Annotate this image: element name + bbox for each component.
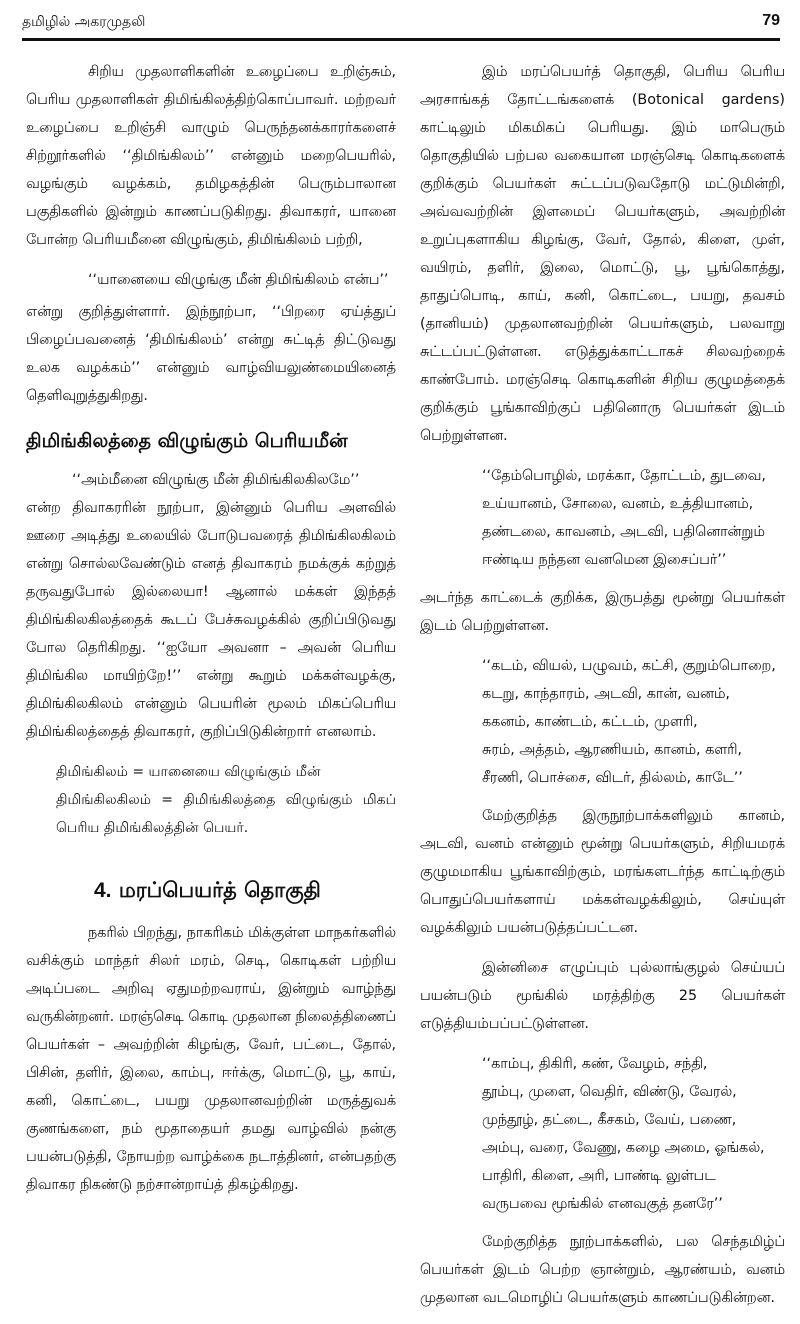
left-column [26, 58, 396, 1211]
right-quote-3 [420, 1050, 785, 1218]
page-number: 79 [762, 12, 780, 29]
chapter-title: மரப்பெயர்த் தொகுதி [118, 878, 321, 902]
verse-line: ‘‘கடம், வியல், பழுவம், கட்சி, குறும்பொறை, [482, 658, 776, 674]
right-paragraph-4: இன்னிசை எழுப்பும் புல்லாங்குழல் செய்யப் பயன்படும் மூங்கில் மரத்திற்கு 25 பெயர்கள் எடுத்தியம்பப்பட்டுள்ளன. [420, 960, 785, 1032]
right-quote-2 [420, 652, 785, 792]
left-paragraph-3: என்ற திவாகரரின் நூற்பா, இன்னும் பெரிய அளவில் ஊரை அடித்து உலையில் போடுபவரைத் திமிங்கிலகிலம் என்று சொல்லவேண்டும் எனத் திவாகரம் நமக்குக் கற்றுத் தருவதுபோல் இல்லையா! ஆனால் மக்கள் இந்தத் திமிங்கிலகிலத்தைக் கூடப் பேச்சுவழக்கில் குறிப்பிடுவது போல தெரிகிறது. ‘‘ஐயோ அவனா – அவன் பெரிய திமிங்கில மாயிற்றே!’’ என்று கூறும் மக்கள்வழக்கு, திமிங்கிலகிலம் என்னும் பெயரின் மூலம் மிகப்பெரிய திமிங்கிலத்தைத் திவாகரர், குறிப்பிடுகின்றார் எனலாம். [26, 500, 396, 740]
left-quote-2: ‘‘அம்மீனை விழுங்கு மீன் திமிங்கிலகிலமே’’ [72, 472, 360, 488]
definition-2: திமிங்கிலகிலம் = திமிங்கிலத்தை விழுங்கும் மிகப் பெரிய திமிங்கிலத்தின் பெயர். [56, 792, 396, 836]
right-quote-1 [420, 462, 785, 574]
page-header [22, 8, 780, 38]
verse-line: அம்பு, வரை, வேணு, கழை அமை, ஓங்கல், [482, 1140, 765, 1156]
verse-line: சீரணி, பொச்சை, விடர், தில்லம், காடே’’ [482, 770, 743, 786]
verse-line: ஈண்டிய நந்தன வனமென இசைப்பர்’’ [482, 552, 727, 568]
header-rule [22, 38, 780, 41]
right-paragraph-1: இம் மரப்பெயர்த் தொகுதி, பெரிய பெரிய அரசாங்கத் தோட்டங்களைக் (Botonical gardens) காட்டிலும் மிகமிகப் பெரியது. இம் மாபெரும் தொகுதியில் பற்பல வகையான மரஞ்செடி கொடிகளைக் குறிக்கும் பெயர்கள் சுட்டப்படுவதோடு மட்டுமின்றி, அவ்வவற்றின் இளமைப் பெயர்களும், அவற்றின் உறுப்புகளாகிய கிழங்கு, வேர், தோல், கிளை, முள், வயிரம், தளிர், இலை, மொட்டு, பூ, பூங்கொத்து, தாதுப்பொடி, காய், கனி, கொட்டை, பயறு, தவசம் (தானியம்) முதலானவற்றின் பெயர்களும், பலவாறு சுட்டப்பட்டுள்ளன. எடுத்துக்காட்டாகச் சிலவற்றைக் காண்போம். மரஞ்செடி கொடிகளின் சிறிய குழுமத்தைக் குறிக்கும் பூங்காவிற்குப் பதினொரு பெயர்கள் இடம் பெற்றுள்ளன. [420, 64, 785, 444]
running-title: தமிழில் அகரமுதலி [22, 14, 146, 30]
verse-line: ‘‘காம்பு, திகிரி, கண், வேழம், சந்தி, [482, 1056, 708, 1072]
verse-line: தூம்பு, முளை, வெதிர், விண்டு, வேரல், [482, 1084, 737, 1100]
right-paragraph-2: அடர்ந்த காட்டைக் குறிக்க, இருபத்து மூன்று பெயர்கள் இடம் பெற்றுள்ளன. [420, 590, 785, 634]
verse-line: உய்யானம், சோலை, வனம், உத்தியானம், [482, 496, 754, 512]
section-heading: திமிங்கிலத்தை விழுங்கும் பெரியமீன் [26, 430, 348, 452]
left-paragraph-1: சிறிய முதலாளிகளின் உழைப்பை உறிஞ்சும், பெரிய முதலாளிகள் திமிங்கிலத்திற்கொப்பாவர். மற்றவர் உழைப்பை உறிஞ்சி வாழும் பெருந்தனக்காரர்களைச் சிற்றூர்களில் ‘‘திமிங்கிலம்’’ என்னும் மறைபெயரில், வழங்கும் வழக்கம், தமிழகத்தின் பெரும்பாலான பகுதிகளில் இன்றும் காணப்படுகிறது. திவாகரர், யானை போன்ற பெரியமீனை விழுங்கும், திமிங்கிலம் பற்றி, [26, 64, 396, 248]
verse-line: ககனம், காண்டம், கட்டம், முளரி, [482, 714, 698, 730]
verse-line: முந்தூழ், தட்டை, கீசகம், வேய், பணை, [482, 1112, 737, 1128]
verse-line: ‘‘தேம்பொழில், மரக்கா, தோட்டம், துடவை, [482, 468, 766, 484]
verse-line: பாதிரி, கிளை, அரி, பாண்டி லுள்பட [482, 1168, 716, 1184]
right-paragraph-3: மேற்குறித்த இருநூற்பாக்களிலும் கானம், அடவி, வனம் என்னும் மூன்று பெயர்களும், சிறியமரக் குழுமமாகிய பூங்காவிற்கும், மரங்களடர்ந்த காட்டிற்கும் பொதுப்பெயர்களாய் மக்கள்வழக்கிலும், செய்யுள் வழக்கிலும் பயன்படுத்தப்பட்டன. [420, 808, 785, 936]
left-paragraph-4: நகரில் பிறந்து, நாகரிகம் மிக்குள்ள மாநகர்களில் வசிக்கும் மாந்தர் சிலர் மரம், செடி, கொடிகள் பற்றிய அடிப்படை அறிவு ஏதுமற்றவராய், இன்றும் வாழ்ந்து வருகின்றனர். மரஞ்செடி கொடி முதலான நிலைத்திணைப் பெயர்கள் – அவற்றின் கிழங்கு, வேர், பட்டை, தோல், பிசின், தளிர், இலை, காம்பு, ஈர்க்கு, மொட்டு, பூ, காய், கனி, கொட்டை, பயறு முதலானவற்றின் மருத்துவக் குணங்களை, நம் மூதாதையர் தமது வாழ்வில் நன்கு பயன்படுத்தி, நோயற்ற வாழ்க்கை நடாத்தினர், என்பதற்கு திவாகர நிகண்டு நற்சான்றாய்த் திகழ்கிறது. [26, 925, 396, 1193]
definition-1: திமிங்கிலம் = யானையை விழுங்கும் மீன் [56, 764, 321, 780]
right-column [420, 58, 785, 1324]
left-paragraph-2: என்று குறித்துள்ளார். இந்நூற்பா, ‘‘பிறரை ஏய்த்துப் பிழைப்பவனைத் ‘திமிங்கிலம்’ என்று சுட்டித் திட்டுவது உலக வழக்கம்’’ என்னும் வாழ்வியலுண்மையினைத் தெளிவுறுத்துகிறது. [26, 304, 396, 404]
definitions [26, 758, 396, 842]
verse-line: தண்டலை, காவனம், அடவி, பதினொன்றும் [482, 524, 765, 540]
verse-line: சுரம், அத்தம், ஆரணியம், கானம், களரி, [482, 742, 742, 758]
chapter-number: 4. [94, 879, 112, 902]
chapter-heading [94, 876, 396, 905]
left-quote-1: ‘‘யானையை விழுங்கு மீன் திமிங்கிலம் என்ப’’ [88, 272, 389, 288]
verse-line: கடறு, காந்தாரம், அடவி, கான், வனம், [482, 686, 730, 702]
right-paragraph-5: மேற்குறித்த நூற்பாக்களில், பல செந்தமிழ்ப் பெயர்கள் இடம் பெற்ற ஞான்றும், ஆரண்யம், வனம் முதலான வடமொழிப் பெயர்களும் காணப்படுகின்றன. [420, 1234, 785, 1306]
verse-line: வருபவை மூங்கில் எனவகுத் தனரே’’ [482, 1196, 723, 1212]
